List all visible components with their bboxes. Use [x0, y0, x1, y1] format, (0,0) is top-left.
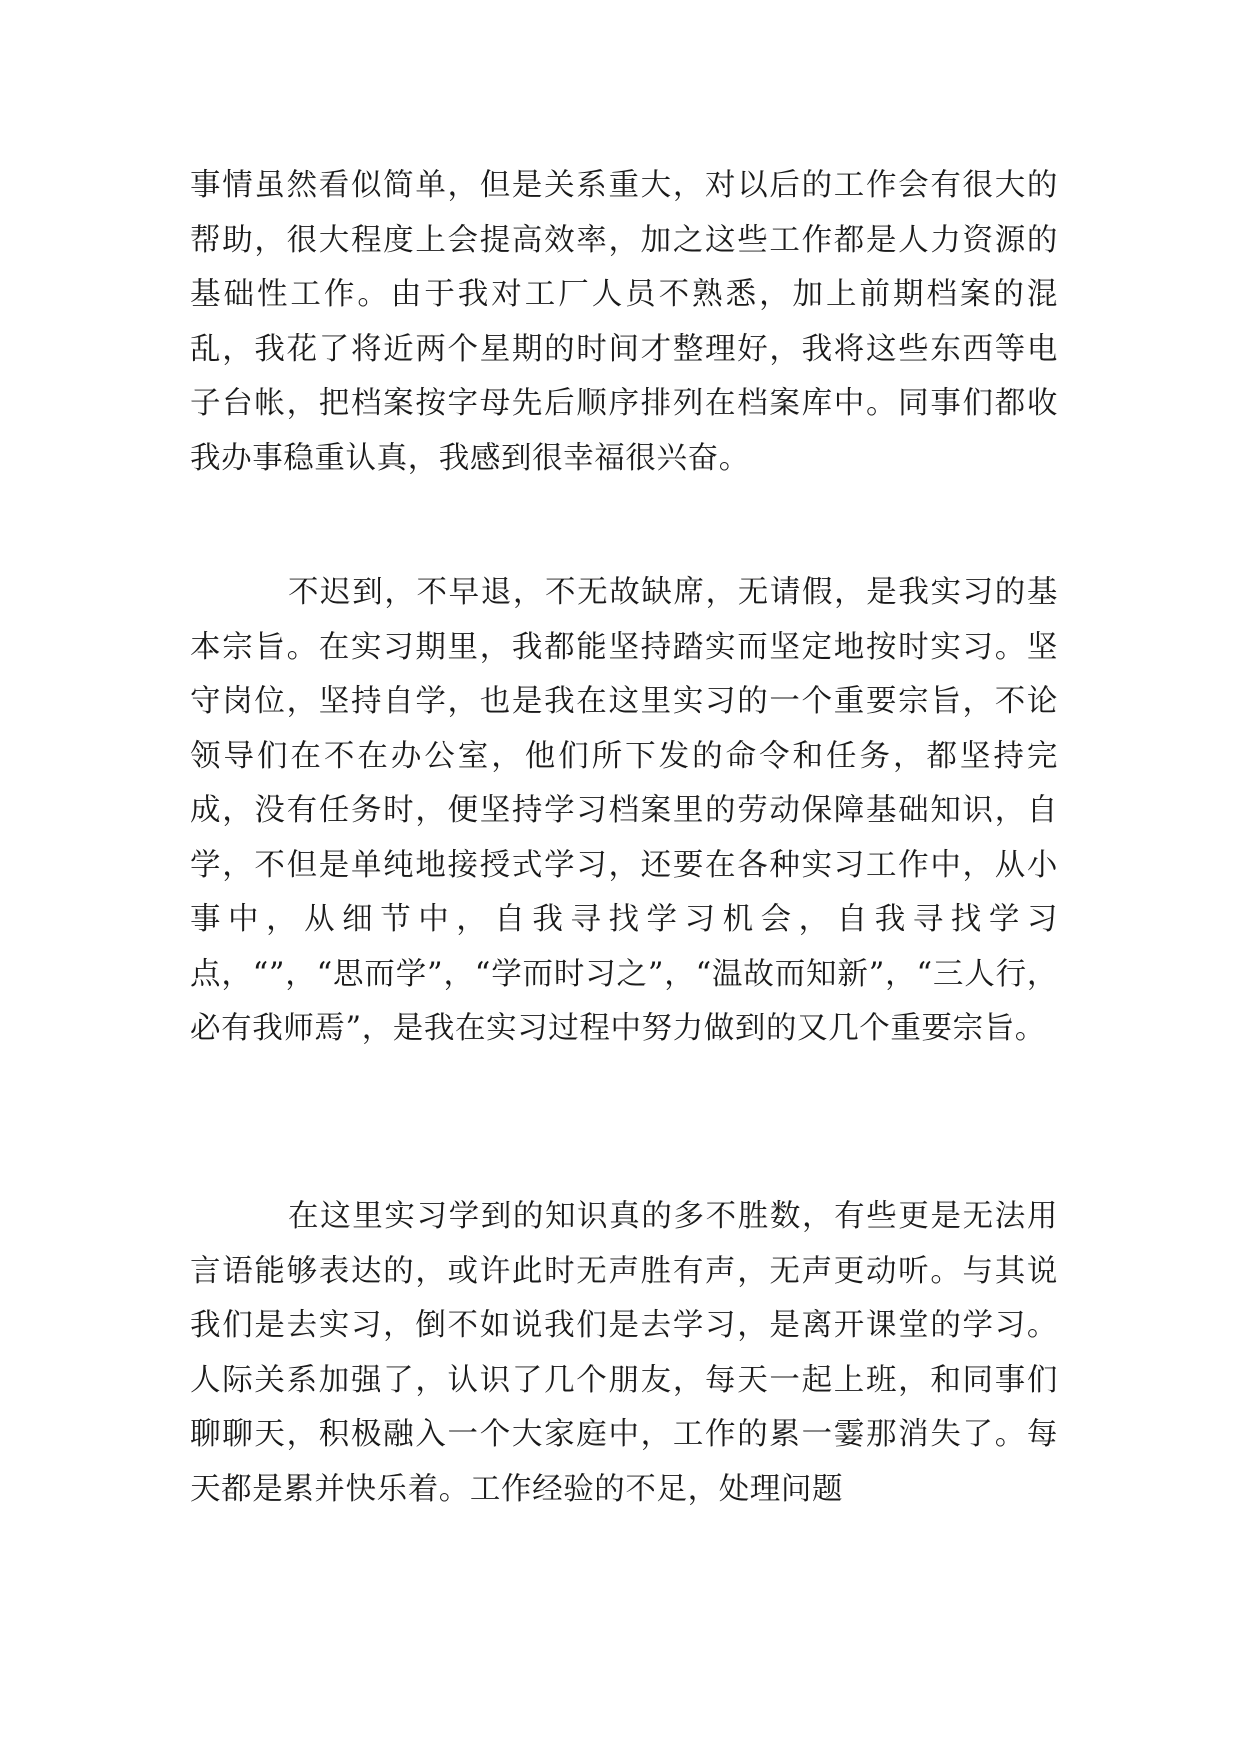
paragraph-1: 事情虽然看似简单，但是关系重大，对以后的工作会有很大的帮助，很大程度上会提高效率，加之这些工作都是人力资源的基础性工作。由于我对工厂人员不熟悉，加上前期档案的混乱，我花了将近两个星期的时间才整理好，我将这些东西等电子台帐，把档案按字母先后顺序排列在档案库中。同事们都收我办事稳重认真，我感到很幸福很兴奋。	[190, 168, 1058, 476]
paragraph-2: 不迟到，不早退，不无故缺席，无请假，是我实习的基本宗旨。在实习期里，我都能坚持踏实而坚定地按时实习。坚守岗位，坚持自学，也是我在这里实习的一个重要宗旨，不论领导们在不在办公室，他们所下发的命令和任务，都坚持完成，没有任务时，便坚持学习档案里的劳动保障基础知识，自学，不但是单纯地接授式学习，还要在各种实习工作中，从小事中，从细节中，自我寻找学习机会，自我寻找学习点，“”，“思而学”，“学而时习之”，“温故而知新”，“三人行，必有我师焉”，是我在实习过程中努力做到的又几个重要宗旨。	[190, 575, 1058, 1046]
paragraph-3: 在这里实习学到的知识真的多不胜数，有些更是无法用言语能够表达的，或许此时无声胜有声，无声更动听。与其说我们是去实习，倒不如说我们是去学习，是离开课堂的学习。人际关系加强了，认识了几个朋友，每天一起上班，和同事们聊聊天，积极融入一个大家庭中，工作的累一霎那消失了。每天都是累并快乐着。工作经验的不足，处理问题	[190, 1199, 1058, 1507]
